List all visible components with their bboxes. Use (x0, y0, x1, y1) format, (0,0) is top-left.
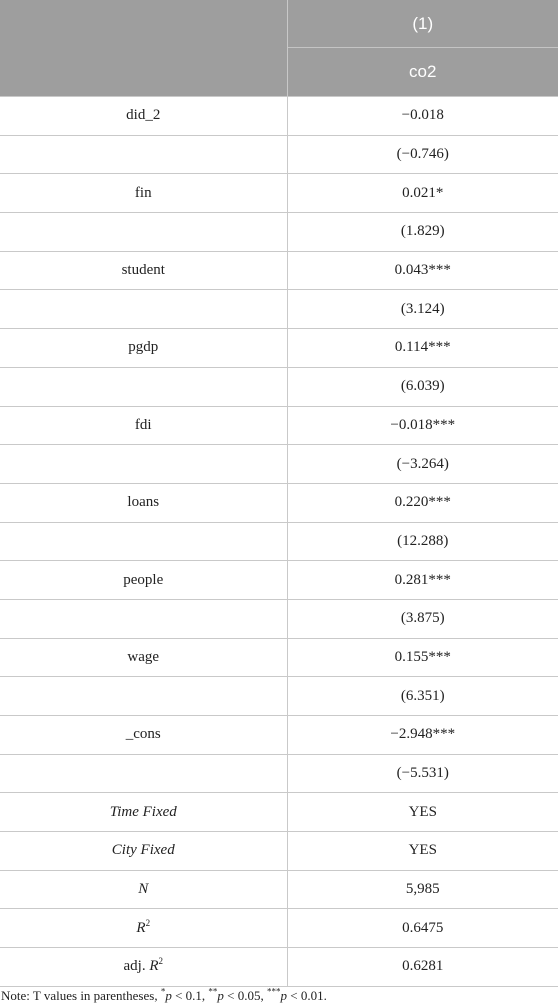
note-star-3: *** (267, 986, 281, 997)
coefficient-value: 0.043*** (287, 251, 558, 290)
variable-label: did_2 (0, 97, 287, 136)
note-p-2: p (217, 988, 224, 1003)
table-body (0, 97, 558, 987)
variable-label (0, 677, 287, 716)
coefficient-value: 0.220*** (287, 483, 558, 522)
coefficient-value: −0.018*** (287, 406, 558, 445)
variable-label: wage (0, 638, 287, 677)
variable-label (0, 445, 287, 484)
r-squared-label (0, 909, 287, 948)
table-row (0, 97, 558, 136)
dependent-variable-header: co2 (287, 48, 558, 97)
table-row (0, 599, 558, 638)
t-value: (6.351) (287, 677, 558, 716)
table-row (0, 445, 558, 484)
variable-label: student (0, 251, 287, 290)
header-blank-cell (0, 0, 287, 97)
coefficient-value: 0.114*** (287, 329, 558, 368)
note-p-3: p (280, 988, 288, 1003)
table-row (0, 213, 558, 252)
table-row (0, 716, 558, 755)
observations-label: N (0, 870, 287, 909)
t-value: (3.875) (287, 599, 558, 638)
city-fixed-value: YES (287, 832, 558, 871)
note-p-1: p (165, 988, 172, 1003)
model-number-header: (1) (287, 0, 558, 48)
adj-r-squared-sup: 2 (158, 956, 163, 967)
t-value: (−3.264) (287, 445, 558, 484)
variable-label (0, 135, 287, 174)
r-squared-value: 0.6475 (287, 909, 558, 948)
table-row (0, 367, 558, 406)
observations-value: 5,985 (287, 870, 558, 909)
note-threshold-1: < 0.1, (171, 988, 209, 1003)
variable-label: loans (0, 483, 287, 522)
table-row (0, 329, 558, 368)
variable-label: _cons (0, 716, 287, 755)
table-row (0, 251, 558, 290)
adj-prefix: adj. (123, 958, 150, 975)
r-squared-var: R (136, 919, 146, 936)
variable-label (0, 367, 287, 406)
variable-label: pgdp (0, 329, 287, 368)
table-note (1, 988, 327, 1004)
t-value: (12.288) (287, 522, 558, 561)
coefficient-value: −2.948*** (287, 716, 558, 755)
note-threshold-3: < 0.01. (287, 988, 327, 1003)
adj-r-squared-label (0, 948, 287, 987)
table-row (0, 135, 558, 174)
coefficient-value: 0.155*** (287, 638, 558, 677)
table-row (0, 483, 558, 522)
variable-label (0, 290, 287, 329)
variable-label (0, 754, 287, 793)
time-fixed-value: YES (287, 793, 558, 832)
t-value: (6.039) (287, 367, 558, 406)
time-fixed-label: Time Fixed (0, 793, 287, 832)
table-row (0, 754, 558, 793)
table-row (0, 406, 558, 445)
table-row (0, 909, 558, 948)
t-value: (3.124) (287, 290, 558, 329)
table-row (0, 290, 558, 329)
coefficient-value: 0.281*** (287, 561, 558, 600)
table-row (0, 948, 558, 987)
variable-label: people (0, 561, 287, 600)
table-row (0, 793, 558, 832)
coefficient-value: 0.021* (287, 174, 558, 213)
r-squared-sup: 2 (145, 917, 151, 928)
table-row (0, 522, 558, 561)
variable-label (0, 213, 287, 252)
t-value: (−0.746) (287, 135, 558, 174)
table-row (0, 561, 558, 600)
note-star-2: ** (208, 986, 218, 997)
t-value: (1.829) (287, 213, 558, 252)
table-row (0, 832, 558, 871)
table-row (0, 870, 558, 909)
note-threshold-2: < 0.05, (223, 988, 268, 1003)
adj-r-squared-var: R (149, 958, 159, 975)
variable-label (0, 522, 287, 561)
t-value: (−5.531) (287, 754, 558, 793)
adj-r-squared-value: 0.6281 (287, 948, 558, 987)
table-row (0, 677, 558, 716)
header-row-model (0, 0, 558, 48)
variable-label (0, 599, 287, 638)
note-star-1: * (160, 986, 166, 997)
coefficient-value: −0.018 (287, 97, 558, 136)
table-row (0, 174, 558, 213)
variable-label: fin (0, 174, 287, 213)
city-fixed-label: City Fixed (0, 832, 287, 871)
table-row (0, 638, 558, 677)
note-prefix: Note: T values in parentheses, (1, 988, 161, 1003)
variable-label: fdi (0, 406, 287, 445)
